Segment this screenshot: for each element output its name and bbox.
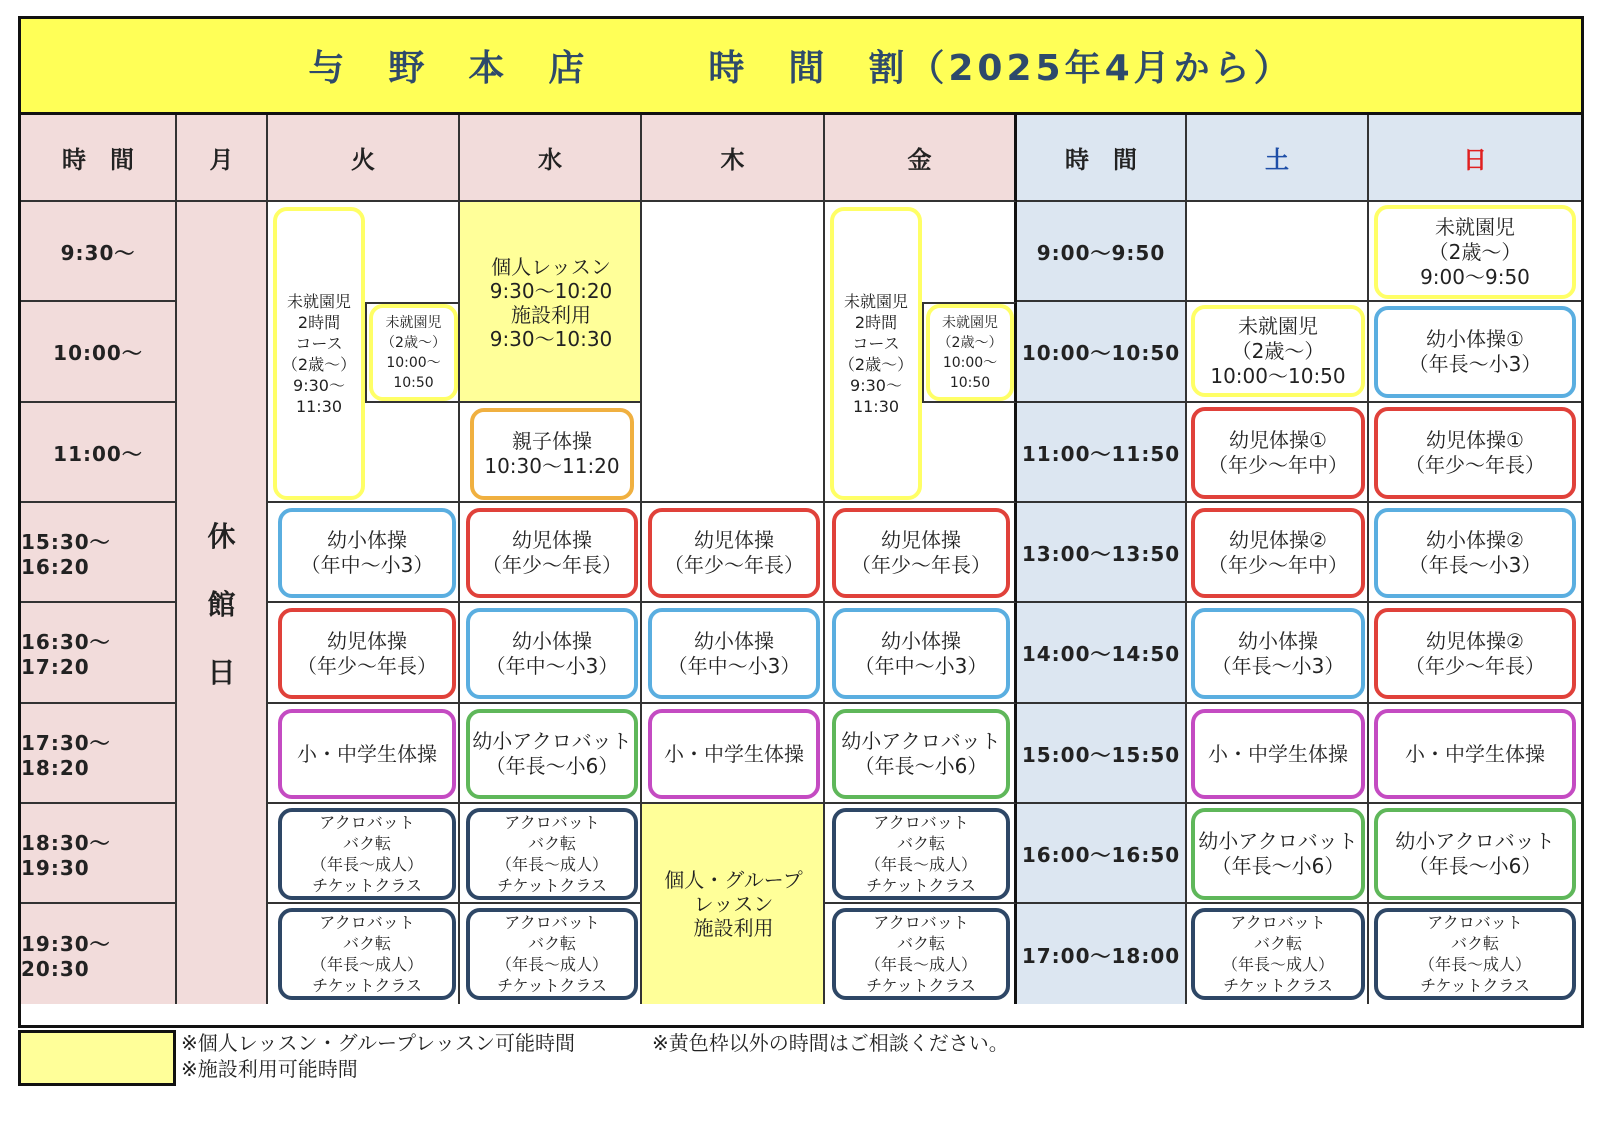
- lesson-line: アクロバット: [319, 813, 415, 832]
- header-tuesday: 火: [268, 115, 460, 202]
- lesson-line: コース: [295, 333, 343, 353]
- lesson-wed-1930-acro[interactable]: [466, 908, 638, 1000]
- lesson-line: 10:00〜: [386, 354, 441, 371]
- grid-cell: [1187, 202, 1369, 302]
- lesson-line: チケットクラス: [866, 976, 976, 995]
- lesson-sun-1700-acro[interactable]: [1374, 908, 1576, 1000]
- closed-char-1: 休: [207, 520, 236, 553]
- lesson-line: （年少〜年中）: [1208, 453, 1348, 477]
- header-saturday: 土: [1187, 115, 1369, 202]
- time-right-6: 15:00〜15:50: [1017, 704, 1187, 804]
- lesson-sat-1700-acro[interactable]: [1191, 908, 1365, 1000]
- lesson-wed-private[interactable]: [460, 202, 642, 403]
- lesson-sun-1600[interactable]: [1374, 808, 1576, 900]
- monday-closed: [177, 202, 268, 1004]
- lesson-sat-preschool[interactable]: [1191, 305, 1365, 397]
- lesson-line: チケットクラス: [312, 976, 422, 995]
- lesson-sun-1400[interactable]: [1374, 608, 1576, 699]
- lesson-line: （年長〜成人）: [310, 855, 423, 874]
- lesson-line: 幼児体操: [881, 528, 961, 552]
- lesson-line: チケットクラス: [1223, 976, 1333, 995]
- lesson-tue-preschool[interactable]: [369, 304, 458, 401]
- lesson-wed-1530[interactable]: [466, 508, 638, 598]
- lesson-line: 幼小アクロバット: [1198, 829, 1358, 853]
- lesson-line: （年少〜年長）: [482, 553, 622, 577]
- time-right-4: 13:00〜13:50: [1017, 503, 1187, 603]
- header-wednesday: 水: [460, 115, 642, 202]
- lesson-line: 10:50: [393, 374, 434, 391]
- lesson-tue-1830-acro[interactable]: [278, 808, 456, 900]
- time-left-4: 15:30〜16:20: [21, 503, 177, 603]
- time-left-7: 18:30〜19:30: [21, 804, 177, 904]
- legend-line-1: ※個人レッスン・グループレッスン可能時間: [181, 1031, 575, 1055]
- lesson-line: 幼児体操①: [1426, 428, 1524, 452]
- lesson-line: アクロバット: [1427, 913, 1523, 932]
- lesson-fri-preschool[interactable]: [926, 304, 1014, 401]
- lesson-line: （年長〜小6）: [485, 754, 619, 778]
- lesson-line: （2歳〜）: [281, 354, 357, 374]
- lesson-line: 2時間: [854, 312, 898, 332]
- lesson-line: 施設利用: [693, 916, 774, 940]
- thu-morning-cell: [642, 202, 825, 503]
- lesson-fri-1630[interactable]: [832, 608, 1010, 699]
- lesson-line: 未就園児: [1238, 313, 1318, 338]
- header-time-left: 時 間: [21, 115, 177, 202]
- lesson-line: 幼小体操: [694, 628, 774, 653]
- time-left-1: 9:30〜: [21, 202, 177, 302]
- lesson-line: 幼小体操: [512, 628, 592, 653]
- lesson-sat-1300[interactable]: [1191, 508, 1365, 598]
- lesson-line: 幼児体操②: [1229, 528, 1327, 552]
- time-left-5: 16:30〜17:20: [21, 603, 177, 704]
- lesson-line: 幼小アクロバット: [841, 729, 1001, 753]
- lesson-line: 幼児体操: [512, 528, 592, 552]
- lesson-sat-1500[interactable]: [1191, 709, 1365, 799]
- lesson-line: （年中〜小3）: [854, 653, 988, 678]
- lesson-tue-1930-acro[interactable]: [278, 908, 456, 1000]
- lesson-line: 幼小アクロバット: [1395, 829, 1555, 853]
- lesson-line: バク転: [896, 834, 945, 853]
- lesson-line: 9:30〜10:20: [489, 278, 613, 303]
- lesson-line: 幼児体操: [694, 528, 774, 552]
- lesson-line: （2歳〜）: [937, 334, 1003, 351]
- time-right-8: 17:00〜18:00: [1017, 904, 1187, 1004]
- lesson-fri-preschool-2h[interactable]: [830, 207, 922, 500]
- lesson-line: （年少〜年長）: [1405, 653, 1545, 678]
- lesson-line: （2歳〜）: [381, 334, 446, 351]
- lesson-line: （年長〜成人）: [495, 955, 608, 974]
- lesson-line: 個人・グループ: [664, 868, 803, 892]
- lesson-sat-child-gym-1[interactable]: [1191, 407, 1365, 499]
- lesson-line: 施設利用: [511, 302, 591, 327]
- lesson-line: 9:30〜10:30: [489, 326, 613, 351]
- lesson-thu-1630[interactable]: [648, 608, 820, 699]
- lesson-fri-1930-acro[interactable]: [832, 908, 1010, 1000]
- lesson-line: 未就園児: [385, 314, 442, 331]
- lesson-line: アクロバット: [504, 913, 600, 932]
- lesson-thu-1730[interactable]: [648, 709, 820, 799]
- lesson-line: （年長〜小3）: [1211, 653, 1345, 678]
- lesson-tue-1530[interactable]: [278, 508, 456, 598]
- lesson-line: 11:30: [852, 396, 900, 416]
- lesson-wed-1630[interactable]: [466, 608, 638, 699]
- legend-line-2: ※施設利用可能時間: [181, 1057, 358, 1081]
- lesson-sat-1600[interactable]: [1191, 808, 1365, 900]
- lesson-line: 幼小体操: [1238, 628, 1318, 653]
- lesson-line: アクロバット: [319, 913, 415, 932]
- legend-note: ※黄色枠以外の時間はご相談ください。: [652, 1031, 1009, 1055]
- header-sunday: 日: [1369, 115, 1581, 202]
- time-right-3: 11:00〜11:50: [1017, 403, 1187, 503]
- lesson-line: （年中〜小3）: [485, 653, 619, 678]
- lesson-line: 小・中学生体操: [297, 741, 437, 766]
- lesson-line: 幼小アクロバット: [472, 729, 632, 753]
- lesson-line: バク転: [527, 934, 576, 953]
- lesson-line: （年長〜小3）: [1408, 352, 1542, 376]
- lesson-line: 親子体操: [512, 429, 592, 453]
- lesson-line: チケットクラス: [866, 876, 976, 895]
- closed-char-3: 日: [207, 656, 236, 689]
- lesson-line: 幼小体操①: [1426, 327, 1524, 351]
- lesson-sun-1500[interactable]: [1374, 709, 1576, 799]
- header-thursday: 木: [642, 115, 825, 202]
- lesson-line: 幼児体操①: [1229, 428, 1327, 452]
- lesson-tue-1730[interactable]: [278, 709, 456, 799]
- lesson-line: 幼小体操: [327, 528, 407, 552]
- lesson-line: （年少〜年長）: [664, 553, 804, 577]
- lesson-line: （2歳〜）: [838, 354, 914, 374]
- lesson-line: チケットクラス: [497, 876, 607, 895]
- lesson-line: 未就園児: [286, 291, 351, 311]
- lesson-line: バク転: [896, 934, 945, 953]
- page-title: 与 野 本 店 時 間 割（2025年4月から）: [21, 19, 1581, 115]
- lesson-line: （年中〜小3）: [667, 653, 801, 678]
- time-right-7: 16:00〜16:50: [1017, 804, 1187, 904]
- time-left-3: 11:00〜: [21, 403, 177, 503]
- lesson-line: 幼児体操: [327, 628, 407, 653]
- lesson-line: （年少〜年長）: [1405, 453, 1545, 477]
- lesson-line: （年長〜小6）: [1408, 854, 1542, 878]
- lesson-wed-1730[interactable]: [466, 709, 638, 799]
- lesson-line: バク転: [342, 934, 391, 953]
- lesson-sun-preschool[interactable]: [1374, 205, 1576, 299]
- lesson-line: 9:30〜: [293, 375, 345, 395]
- lesson-line: （年長〜成人）: [864, 855, 977, 874]
- lesson-sun-1300[interactable]: [1374, 508, 1576, 598]
- lesson-wed-parent-child[interactable]: [470, 408, 634, 500]
- lesson-line: （年長〜小3）: [1408, 553, 1542, 577]
- lesson-fri-1730[interactable]: [832, 709, 1010, 799]
- lesson-line: （年長〜成人）: [310, 955, 423, 974]
- lesson-line: 10:30〜11:20: [484, 454, 620, 478]
- lesson-line: 小・中学生体操: [1405, 741, 1545, 766]
- lesson-line: 9:00〜9:50: [1420, 264, 1530, 289]
- header-friday: 金: [825, 115, 1017, 202]
- lesson-line: 小・中学生体操: [1208, 741, 1348, 766]
- time-right-5: 14:00〜14:50: [1017, 603, 1187, 704]
- lesson-line: アクロバット: [504, 813, 600, 832]
- lesson-line: （年長〜成人）: [1418, 955, 1531, 974]
- lesson-line: レッスン: [693, 892, 774, 916]
- lesson-line: （2歳〜）: [1428, 239, 1522, 264]
- closed-char-2: 館: [207, 588, 236, 621]
- lesson-fri-1830-acro[interactable]: [832, 808, 1010, 900]
- lesson-line: （年長〜小6）: [854, 754, 988, 778]
- lesson-line: チケットクラス: [312, 876, 422, 895]
- lesson-line: （年長〜小6）: [1211, 854, 1345, 878]
- lesson-line: （2歳〜）: [1231, 338, 1325, 363]
- lesson-line: バク転: [527, 834, 576, 853]
- lesson-line: バク転: [1450, 934, 1499, 953]
- header-monday: 月: [177, 115, 268, 202]
- lesson-sat-1400[interactable]: [1191, 608, 1365, 699]
- legend-swatch: [18, 1030, 176, 1086]
- lesson-line: 未就園児: [843, 291, 908, 311]
- lesson-line: （年長〜成人）: [495, 855, 608, 874]
- lesson-line: 幼小体操: [881, 628, 961, 653]
- lesson-line: 10:50: [949, 374, 991, 391]
- lesson-line: （年長〜成人）: [864, 955, 977, 974]
- time-right-1: 9:00〜9:50: [1017, 202, 1187, 302]
- time-left-6: 17:30〜18:20: [21, 704, 177, 804]
- lesson-line: 幼児体操②: [1426, 628, 1524, 653]
- lesson-line: コース: [852, 333, 900, 353]
- lesson-thu-1530[interactable]: [648, 508, 820, 598]
- lesson-tue-1630[interactable]: [278, 608, 456, 699]
- lesson-line: 個人レッスン: [491, 254, 611, 279]
- lesson-line: チケットクラス: [497, 976, 607, 995]
- lesson-line: （年少〜年長）: [851, 553, 991, 577]
- lesson-line: アクロバット: [873, 813, 969, 832]
- lesson-line: 11:30: [295, 396, 343, 416]
- lesson-line: バク転: [342, 834, 391, 853]
- lesson-line: 10:00〜10:50: [1210, 363, 1346, 388]
- lesson-line: （年中〜小3）: [300, 553, 434, 577]
- lesson-tue-preschool-2h[interactable]: [273, 207, 365, 500]
- time-left-8: 19:30〜20:30: [21, 904, 177, 1004]
- time-left-2: 10:00〜: [21, 302, 177, 403]
- lesson-line: 9:30〜: [850, 375, 902, 395]
- lesson-line: アクロバット: [873, 913, 969, 932]
- lesson-line: 10:00〜: [942, 354, 998, 371]
- lesson-wed-1830-acro[interactable]: [466, 808, 638, 900]
- lesson-fri-1530[interactable]: [832, 508, 1010, 598]
- time-right-2: 10:00〜10:50: [1017, 302, 1187, 403]
- lesson-line: 幼小体操②: [1426, 528, 1524, 552]
- lesson-line: （年少〜年長）: [297, 653, 437, 678]
- lesson-sun-kid-gym-1[interactable]: [1374, 306, 1576, 398]
- lesson-line: 小・中学生体操: [664, 741, 804, 766]
- lesson-line: （年長〜成人）: [1221, 955, 1334, 974]
- lesson-thu-group-facility[interactable]: [642, 804, 825, 1004]
- lesson-sun-child-gym-1[interactable]: [1374, 407, 1576, 499]
- lesson-line: アクロバット: [1230, 913, 1326, 932]
- lesson-line: チケットクラス: [1420, 976, 1530, 995]
- header-time-right: 時 間: [1017, 115, 1187, 202]
- lesson-line: 未就園児: [942, 314, 998, 331]
- lesson-line: 2時間: [297, 312, 341, 332]
- lesson-line: （年少〜年中）: [1208, 553, 1348, 577]
- lesson-line: 未就園児: [1435, 214, 1515, 239]
- lesson-line: バク転: [1253, 934, 1302, 953]
